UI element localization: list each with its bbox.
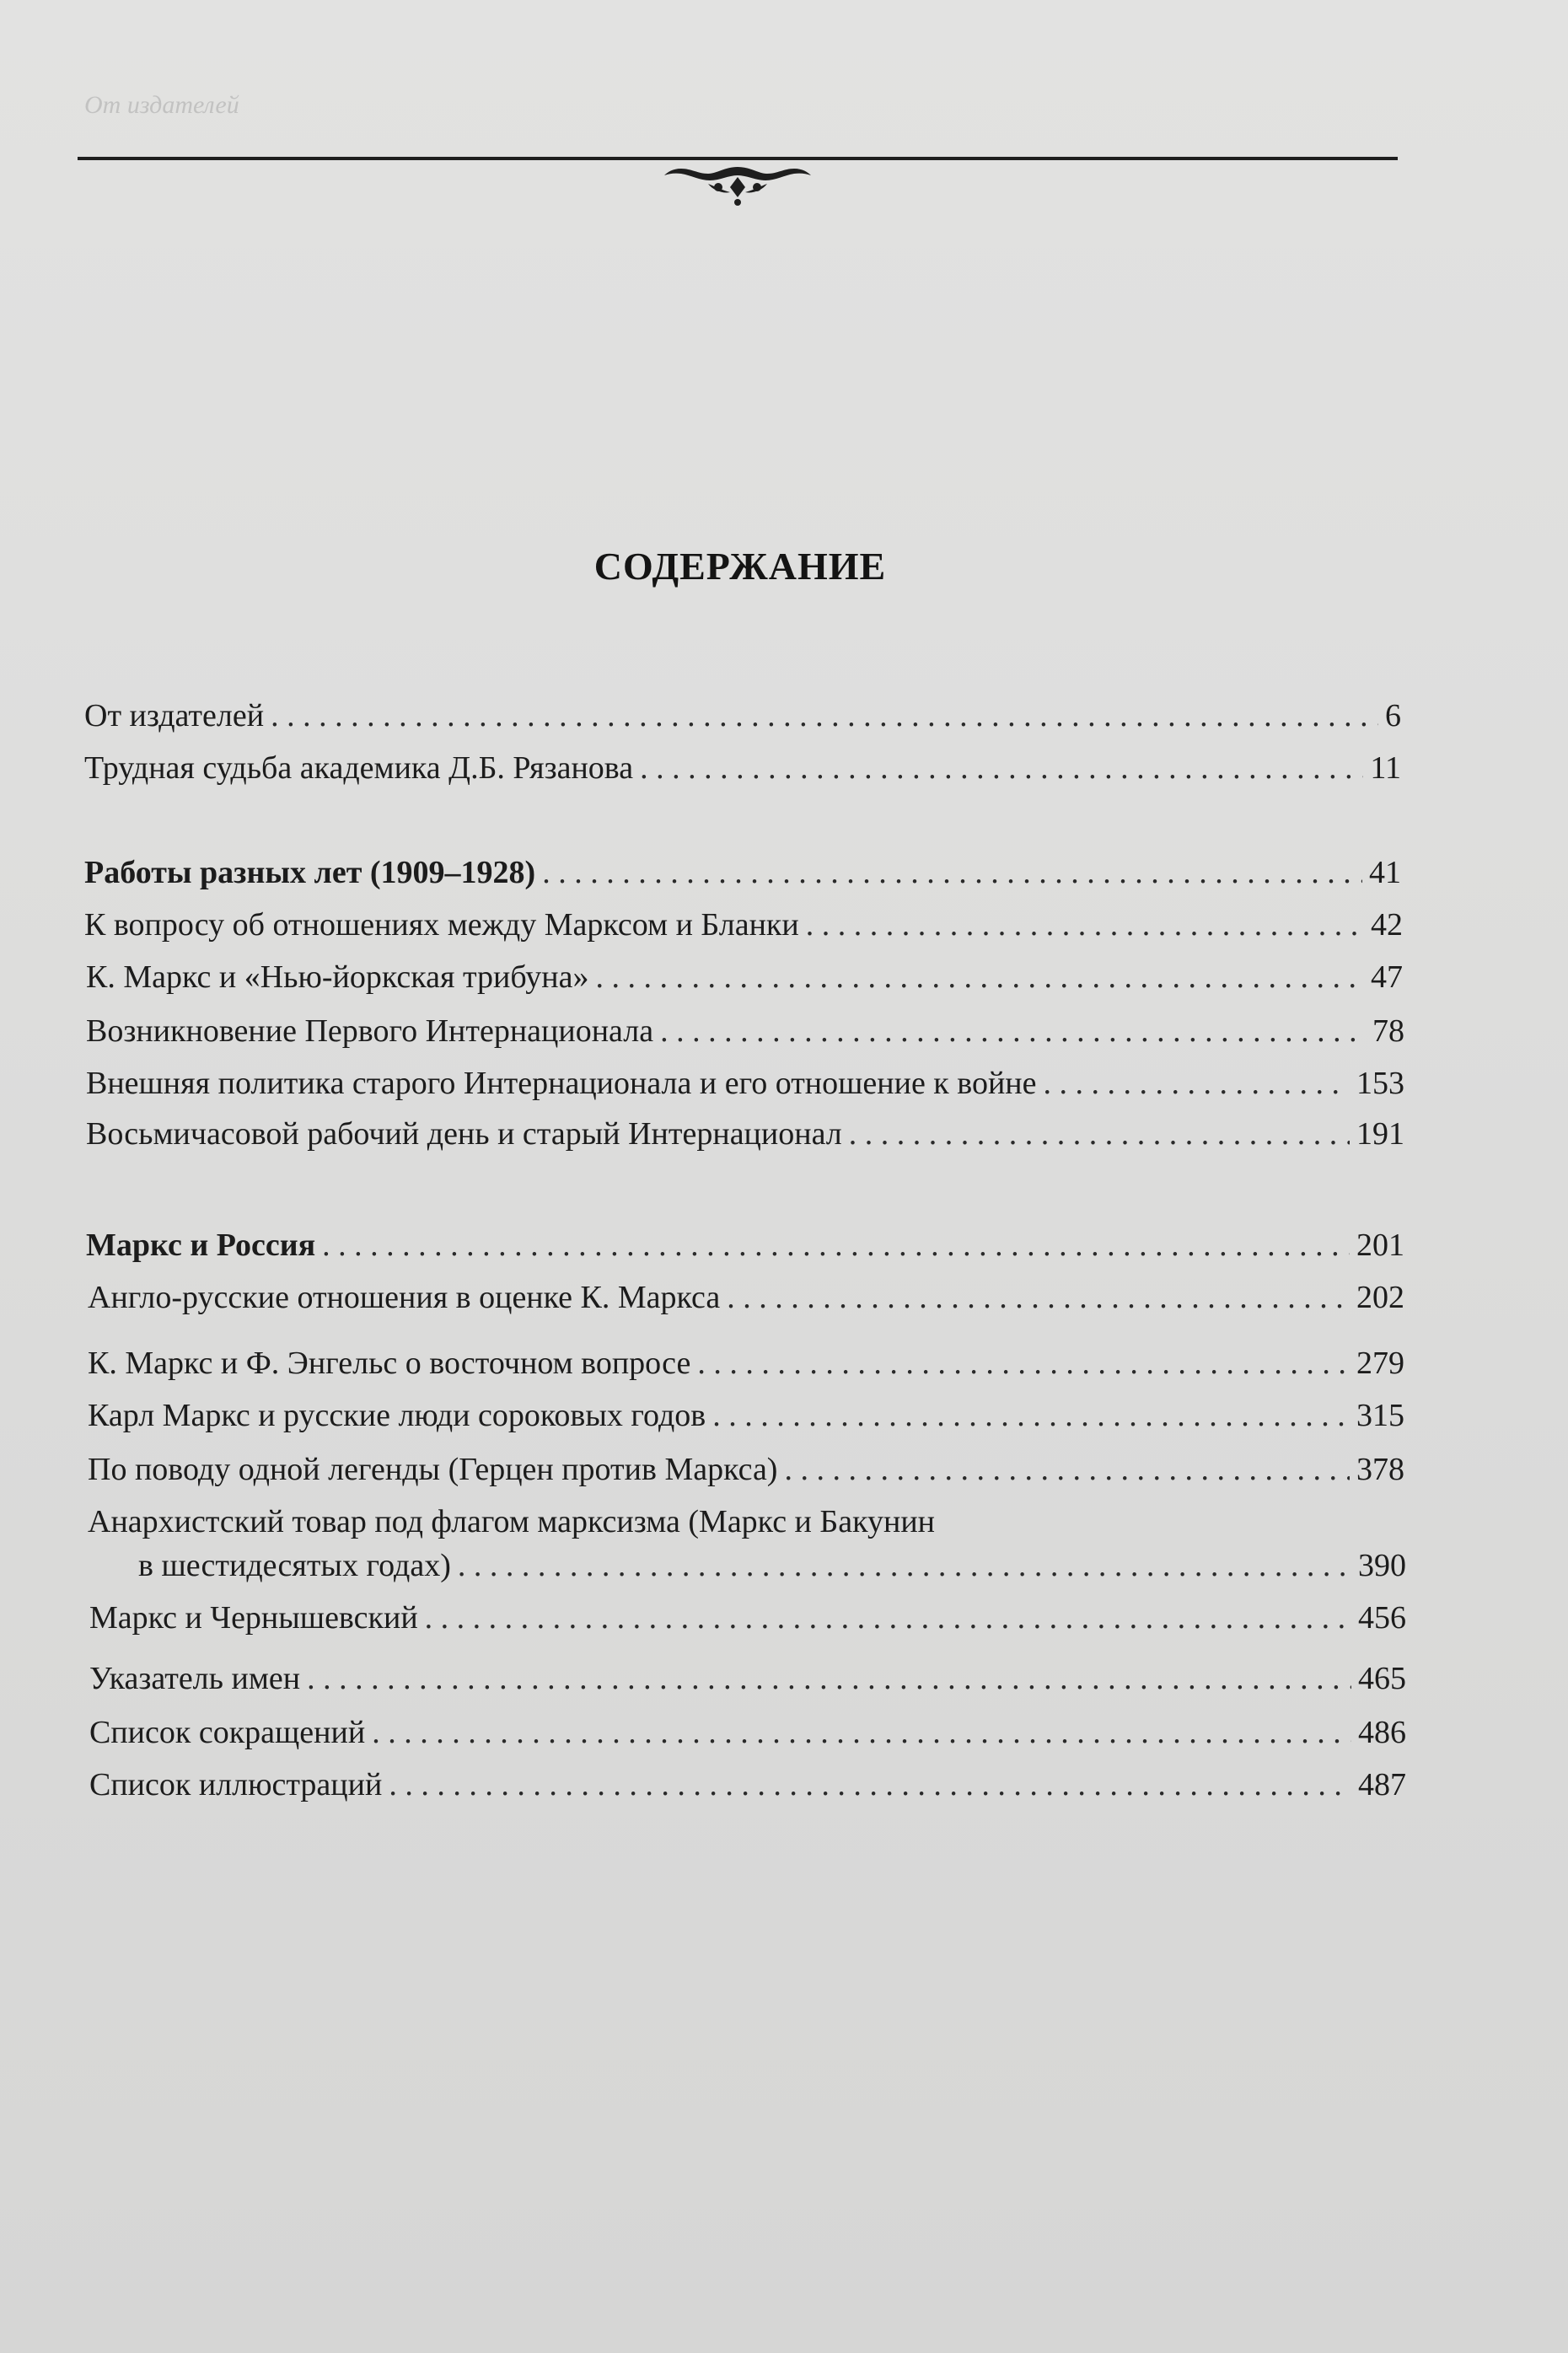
toc-entry-label: Работы разных лет (1909–1928) [84, 855, 536, 890]
toc-entry[interactable] [86, 958, 1403, 997]
page-title: СОДЕРЖАНИЕ [593, 545, 887, 588]
toc-entry-label: Возникновение Первого Интернационала [86, 1013, 654, 1049]
toc-leader-dots [697, 1344, 1350, 1383]
toc-leader-dots [542, 853, 1362, 892]
toc-entry-page: 41 [1369, 855, 1401, 890]
toc-entry-label: Трудная судьба академика Д.Б. Рязанова [84, 750, 634, 786]
toc-entry[interactable] [86, 1115, 1404, 1153]
toc-entry-label: Список иллюстраций [89, 1767, 383, 1802]
toc-entry-page: 11 [1370, 750, 1401, 786]
toc-entry[interactable] [138, 1546, 1406, 1585]
toc-leader-dots [660, 1012, 1366, 1050]
toc-entry-page: 201 [1356, 1228, 1404, 1263]
toc-entry[interactable] [89, 1713, 1406, 1752]
toc-entry-label: Маркс и Россия [86, 1228, 316, 1263]
toc-leader-dots [806, 905, 1364, 944]
toc-entry-label: в шестидесятых годах) [138, 1548, 451, 1583]
toc-entry-page: 456 [1358, 1600, 1406, 1636]
toc-leader-dots [458, 1546, 1351, 1585]
toc-entry[interactable] [88, 1344, 1404, 1383]
toc-entry-page: 465 [1358, 1661, 1406, 1696]
toc-entry-label: От издателей [84, 698, 265, 733]
toc-entry[interactable] [84, 696, 1401, 735]
toc-leader-dots [307, 1659, 1351, 1698]
toc-leader-dots [712, 1396, 1350, 1435]
toc-entry-label: Карл Маркс и русские люди сороковых годов [88, 1398, 706, 1433]
toc-leader-dots [849, 1115, 1350, 1153]
toc-entry-label: К. Маркс и «Нью-йоркская трибуна» [86, 959, 589, 995]
toc-entry-label: Англо-русские отношения в оценке К. Маркса [88, 1280, 721, 1315]
toc-entry-label: Восьмичасовой рабочий день и старый Интернационал [86, 1116, 842, 1152]
toc-entry-page: 390 [1358, 1548, 1406, 1583]
toc-entry-page: 6 [1385, 698, 1401, 733]
toc-entry-label: Внешняя политика старого Интернационала и его отношение к войне [86, 1066, 1037, 1101]
toc-leader-dots [322, 1226, 1350, 1265]
toc-entry[interactable] [86, 1012, 1404, 1050]
toc-entry-page: 315 [1356, 1398, 1404, 1433]
toc-entry[interactable] [89, 1598, 1406, 1637]
toc-section-heading[interactable] [84, 853, 1401, 892]
toc-leader-dots [425, 1598, 1351, 1637]
toc-entry-page: 153 [1356, 1066, 1404, 1101]
toc-entry-page: 487 [1358, 1767, 1406, 1802]
toc-entry-label-line1: Анархистский товар под флагом марксизма (Маркс и Бакунин [88, 1504, 936, 1539]
toc-leader-dots [372, 1713, 1351, 1752]
toc-entry[interactable] [86, 1064, 1404, 1103]
toc-entry-label: К вопросу об отношениях между Марксом и Бланки [84, 907, 799, 943]
toc-leader-dots [389, 1765, 1351, 1804]
toc-entry-page: 486 [1358, 1715, 1406, 1750]
toc-leader-dots [271, 696, 1378, 735]
toc-leader-dots [784, 1450, 1350, 1489]
toc-entry-page: 78 [1372, 1013, 1404, 1049]
toc-entry-page: 191 [1356, 1116, 1404, 1152]
toc-entry-label: Указатель имен [89, 1661, 301, 1696]
toc-section-heading[interactable] [86, 1226, 1404, 1265]
toc-leader-dots [640, 749, 1363, 787]
toc-entry[interactable] [88, 1278, 1404, 1317]
toc-entry-page: 279 [1356, 1346, 1404, 1381]
running-head: От издателей [84, 91, 239, 119]
toc-entry-label: Маркс и Чернышевский [89, 1600, 418, 1636]
toc-entry[interactable] [89, 1659, 1406, 1698]
toc-entry[interactable] [84, 749, 1401, 787]
toc-leader-dots [595, 958, 1364, 997]
toc-entry[interactable] [88, 1450, 1404, 1489]
toc-entry-page: 47 [1371, 959, 1403, 995]
toc-entry[interactable] [88, 1396, 1404, 1435]
toc-entry-label: Список сокращений [89, 1715, 366, 1750]
toc-leader-dots [727, 1278, 1350, 1317]
toc-entry-label: К. Маркс и Ф. Энгельс о восточном вопросе [88, 1346, 691, 1381]
toc-entry[interactable] [89, 1765, 1406, 1804]
toc-entry[interactable] [84, 905, 1403, 944]
toc-leader-dots [1044, 1064, 1351, 1103]
toc-entry-label: По поводу одной легенды (Герцен против Маркса) [88, 1452, 778, 1487]
toc-entry-page: 42 [1371, 907, 1403, 943]
toc-entry-page: 378 [1356, 1452, 1404, 1487]
toc-entry-page: 202 [1356, 1280, 1404, 1315]
